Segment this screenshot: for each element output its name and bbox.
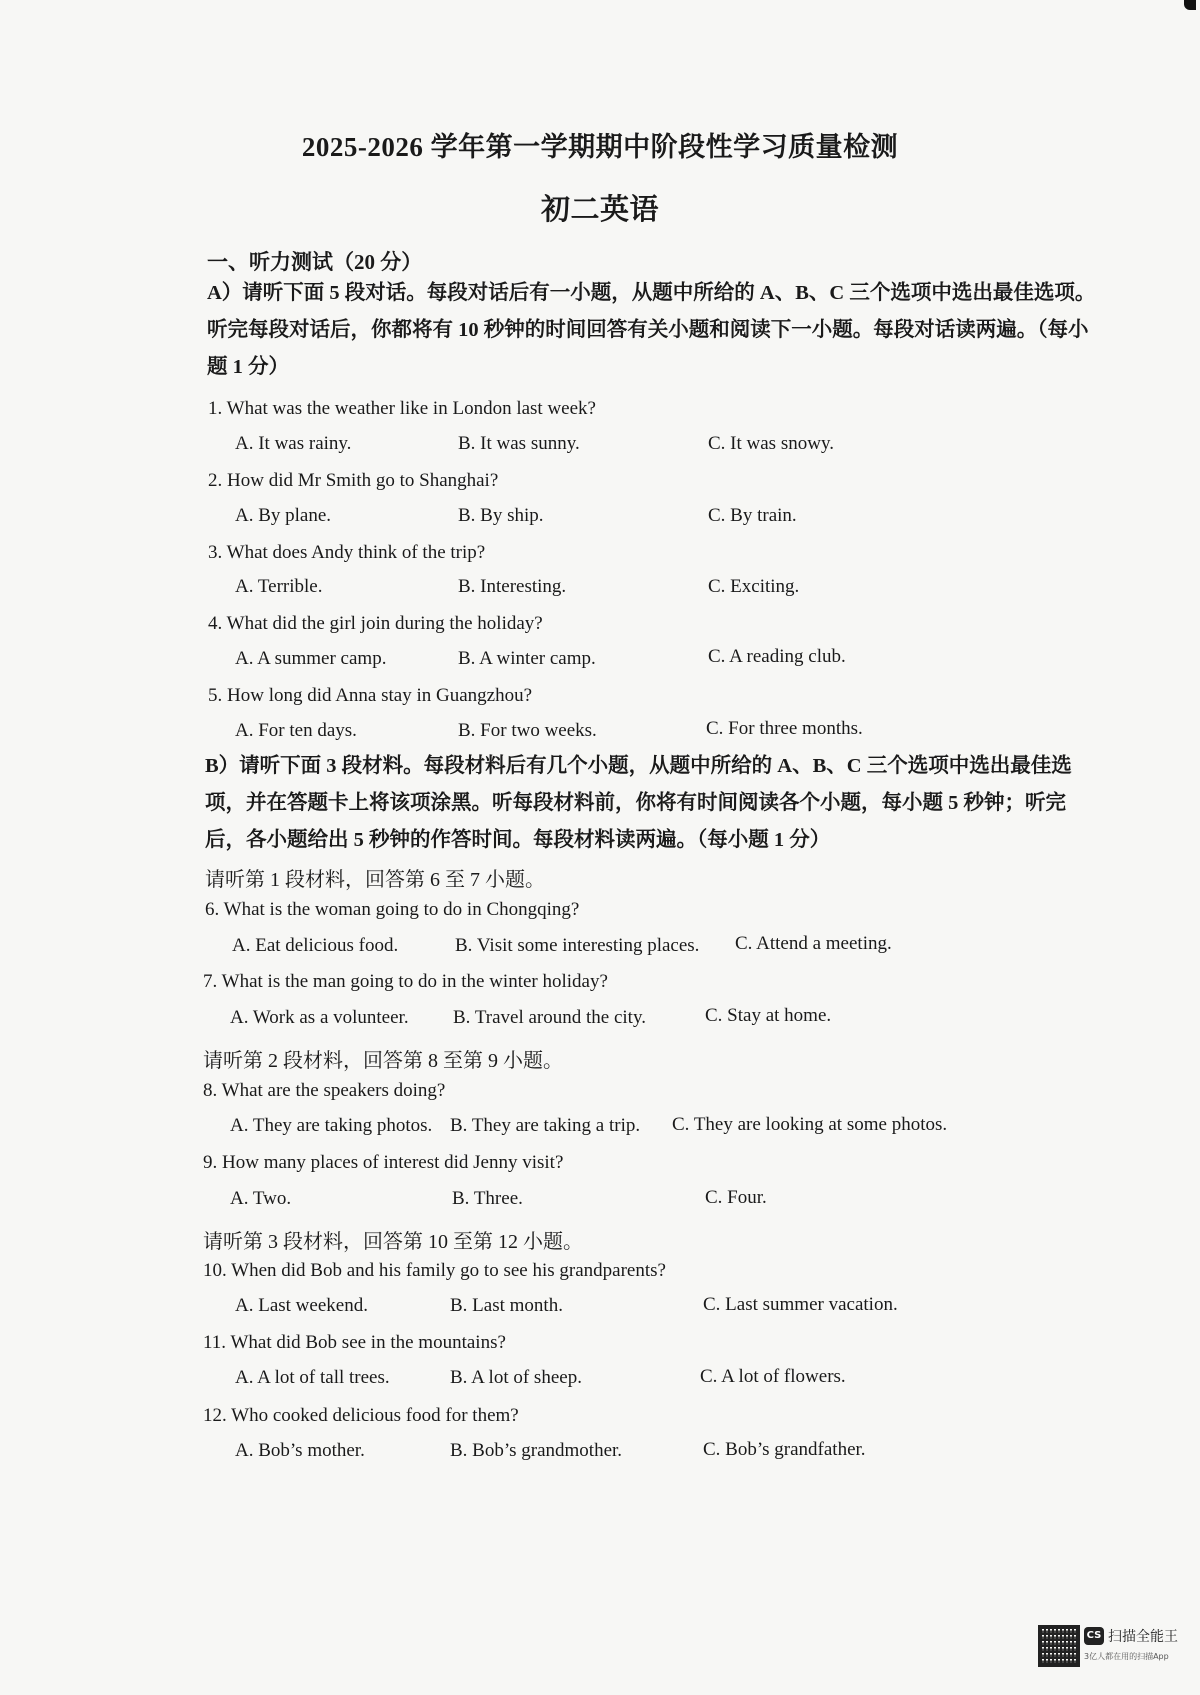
question-4-option-b: B. A winter camp. (458, 648, 596, 669)
question-3-option-c: C. Exciting. (708, 576, 800, 597)
question-11: 11. What did Bob see in the mountains? (203, 1332, 506, 1353)
question-4: 4. What did the girl join during the holiday? (208, 613, 543, 634)
question-5: 5. How long did Anna stay in Guangzhou? (208, 685, 533, 706)
question-7-option-b: B. Travel around the city. (453, 1007, 646, 1028)
question-3-option-b: B. Interesting. (458, 576, 567, 597)
question-12-option-c: C. Bob’s grandfather. (703, 1439, 866, 1460)
question-10-option-b: B. Last month. (450, 1295, 563, 1316)
exam-title: 2025-2026 学年第一学期期中阶段性学习质量检测 (301, 132, 899, 162)
question-8-option-c: C. They are looking at some photos. (672, 1114, 948, 1135)
scanner-app-name: 扫描全能王 (1108, 1629, 1178, 1645)
question-9-option-b: B. Three. (452, 1188, 523, 1209)
question-7: 7. What is the man going to do in the winter holiday? (203, 971, 608, 992)
question-2: 2. How did Mr Smith go to Shanghai? (208, 470, 499, 491)
question-2-option-c: C. By train. (708, 505, 797, 526)
question-11-option-c: C. A lot of flowers. (700, 1366, 846, 1387)
question-8-option-b: B. They are taking a trip. (450, 1115, 641, 1136)
question-10: 10. When did Bob and his family go to see his grandparents? (203, 1260, 666, 1281)
question-9-option-a: A. Two. (230, 1188, 292, 1209)
question-2-option-b: B. By ship. (458, 505, 544, 526)
section-heading-listening: 一、听力测试（20 分） (207, 250, 423, 274)
question-12-option-a: A. Bob’s mother. (235, 1440, 365, 1461)
qr-code-icon (1038, 1625, 1080, 1667)
question-2-option-a: A. By plane. (235, 505, 332, 526)
question-10-option-a: A. Last weekend. (235, 1295, 368, 1316)
question-3-option-a: A. Terrible. (235, 576, 323, 597)
question-12-option-b: B. Bob’s grandmother. (450, 1440, 623, 1461)
question-10-option-c: C. Last summer vacation. (703, 1294, 898, 1315)
material-3-label: 请听第 3 段材料，回答第 10 至第 12 小题。 (203, 1231, 583, 1253)
question-4-option-a: A. A summer camp. (235, 648, 387, 669)
question-7-option-a: A. Work as a volunteer. (230, 1007, 409, 1028)
question-8-option-a: A. They are taking photos. (230, 1115, 433, 1136)
question-5-option-c: C. For three months. (706, 718, 863, 739)
scanner-watermark (1038, 1625, 1198, 1685)
scan-corner-mark (1184, 0, 1196, 10)
part-b-instructions: B）请听下面 3 段材料。每段材料后有几个小题，从题中所给的 A、B、C 三个选项中选出最佳选项，并在答题卡上将该项涂黑。听每段材料前，你将有时间阅读各个小题，每小题 5 秒钟；听完后，各小题给出 5 秒钟的作答时间。每段材料读两遍。（每小题 1 分） (205, 755, 1072, 851)
question-4-option-c: C. A reading club. (708, 646, 846, 667)
question-6: 6. What is the woman going to do in Chongqing? (205, 899, 580, 920)
question-7-option-c: C. Stay at home. (705, 1005, 832, 1026)
question-6-option-c: C. Attend a meeting. (735, 933, 892, 954)
question-1-option-a: A. It was rainy. (235, 433, 352, 454)
scanner-tagline: 3亿人都在用的扫描App (1084, 1652, 1169, 1661)
material-1-label: 请听第 1 段材料，回答第 6 至 7 小题。 (205, 869, 545, 891)
question-3: 3. What does Andy think of the trip? (208, 542, 486, 563)
question-9-option-c: C. Four. (705, 1187, 767, 1208)
question-9: 9. How many places of interest did Jenny visit? (203, 1152, 564, 1173)
question-8: 8. What are the speakers doing? (203, 1080, 446, 1101)
question-1-option-b: B. It was sunny. (458, 433, 580, 454)
question-6-option-b: B. Visit some interesting places. (455, 935, 700, 956)
question-5-option-b: B. For two weeks. (458, 720, 597, 741)
exam-subject: 初二英语 (540, 194, 659, 226)
question-11-option-b: B. A lot of sheep. (450, 1367, 582, 1388)
question-1: 1. What was the weather like in London last week? (208, 398, 596, 419)
material-2-label: 请听第 2 段材料，回答第 8 至第 9 小题。 (203, 1050, 563, 1072)
question-6-option-a: A. Eat delicious food. (232, 935, 399, 956)
question-1-option-c: C. It was snowy. (708, 433, 834, 454)
question-12: 12. Who cooked delicious food for them? (203, 1405, 519, 1426)
part-a-instructions: A）请听下面 5 段对话。每段对话后有一小题，从题中所给的 A、B、C 三个选项中选出最佳选项。听完每段对话后，你都将有 10 秒钟的时间回答有关小题和阅读下一小题。每段对话读两遍。（每小题 1 分） (207, 282, 1096, 378)
question-11-option-a: A. A lot of tall trees. (235, 1367, 390, 1388)
question-5-option-a: A. For ten days. (235, 720, 357, 741)
camscanner-logo-icon: CS (1084, 1627, 1104, 1645)
